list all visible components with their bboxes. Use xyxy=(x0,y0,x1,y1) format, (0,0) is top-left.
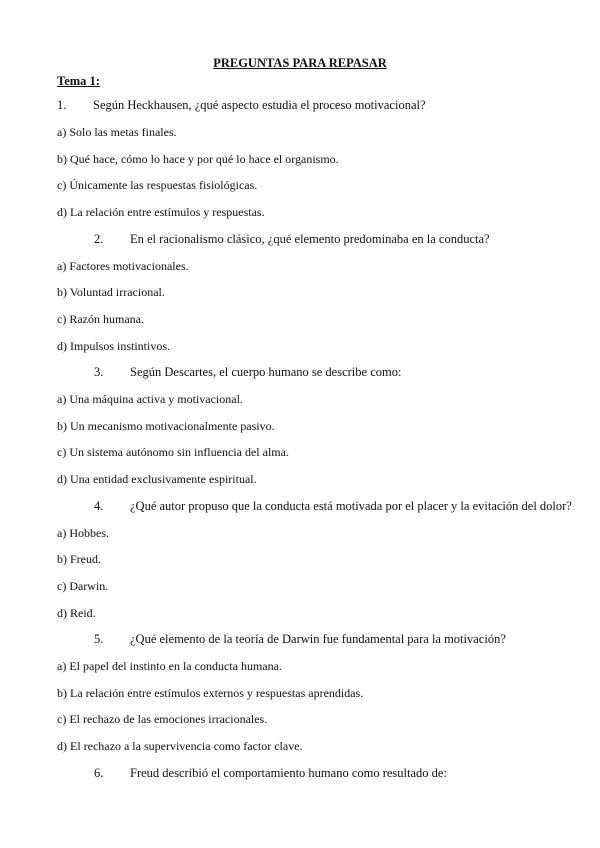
option-3a: a) Una máquina activa y motivacional. xyxy=(57,392,243,406)
question-number: 5. xyxy=(94,632,104,646)
option-3c: c) Un sistema autónomo sin influencia del alma. xyxy=(57,445,289,459)
question-number: 3. xyxy=(94,365,104,379)
option-2d: d) Impulsos instintivos. xyxy=(57,339,171,353)
option-4a: a) Hobbes. xyxy=(57,526,109,540)
option-1c: c) Únicamente las respuestas fisiológicas. xyxy=(57,178,258,192)
option-1a: a) Solo las metas finales. xyxy=(57,125,177,139)
option-3d: d) Una entidad exclusivamente espiritual. xyxy=(57,472,257,486)
section-heading: Tema 1: xyxy=(57,74,100,88)
question-number: 1. xyxy=(57,98,67,112)
option-5c: c) El rechazo de las emociones irracionales. xyxy=(57,712,268,726)
question-number: 6. xyxy=(94,766,104,780)
question-text: Freud describió el comportamiento humano como resultado de: xyxy=(130,766,447,780)
question-number: 4. xyxy=(94,499,104,513)
option-4b: b) Freud. xyxy=(57,552,101,566)
question-text: Según Heckhausen, ¿qué aspecto estudia el proceso motivacional? xyxy=(93,98,426,112)
question-text: En el racionalismo clásico, ¿qué elemento predominaba en la conducta? xyxy=(130,232,490,246)
option-1b: b) Qué hace, cómo lo hace y por qué lo hace el organismo. xyxy=(57,152,339,166)
option-5b: b) La relación entre estímulos externos y respuestas aprendidas. xyxy=(57,686,364,700)
option-4d: d) Reid. xyxy=(57,606,96,620)
question-number: 2. xyxy=(94,232,104,246)
option-2a: a) Factores motivacionales. xyxy=(57,259,189,273)
question-text: Según Descartes, el cuerpo humano se describe como: xyxy=(130,365,402,379)
option-1d: d) La relación entre estímulos y respuestas. xyxy=(57,205,265,219)
option-2c: c) Razón humana. xyxy=(57,312,144,326)
page-title: PREGUNTAS PARA REPASAR xyxy=(213,56,387,70)
question-text: ¿Qué autor propuso que la conducta está motivada por el placer y la evitación del dolor? xyxy=(130,499,572,513)
option-5d: d) El rechazo a la supervivencia como factor clave. xyxy=(57,739,303,753)
option-4c: c) Darwin. xyxy=(57,579,109,593)
option-5a: a) El papel del instinto en la conducta humana. xyxy=(57,659,282,673)
question-text: ¿Qué elemento de la teoría de Darwin fue fundamental para la motivación? xyxy=(130,632,506,646)
option-2b: b) Voluntad irracional. xyxy=(57,285,165,299)
option-3b: b) Un mecanismo motivacionalmente pasivo. xyxy=(57,419,275,433)
